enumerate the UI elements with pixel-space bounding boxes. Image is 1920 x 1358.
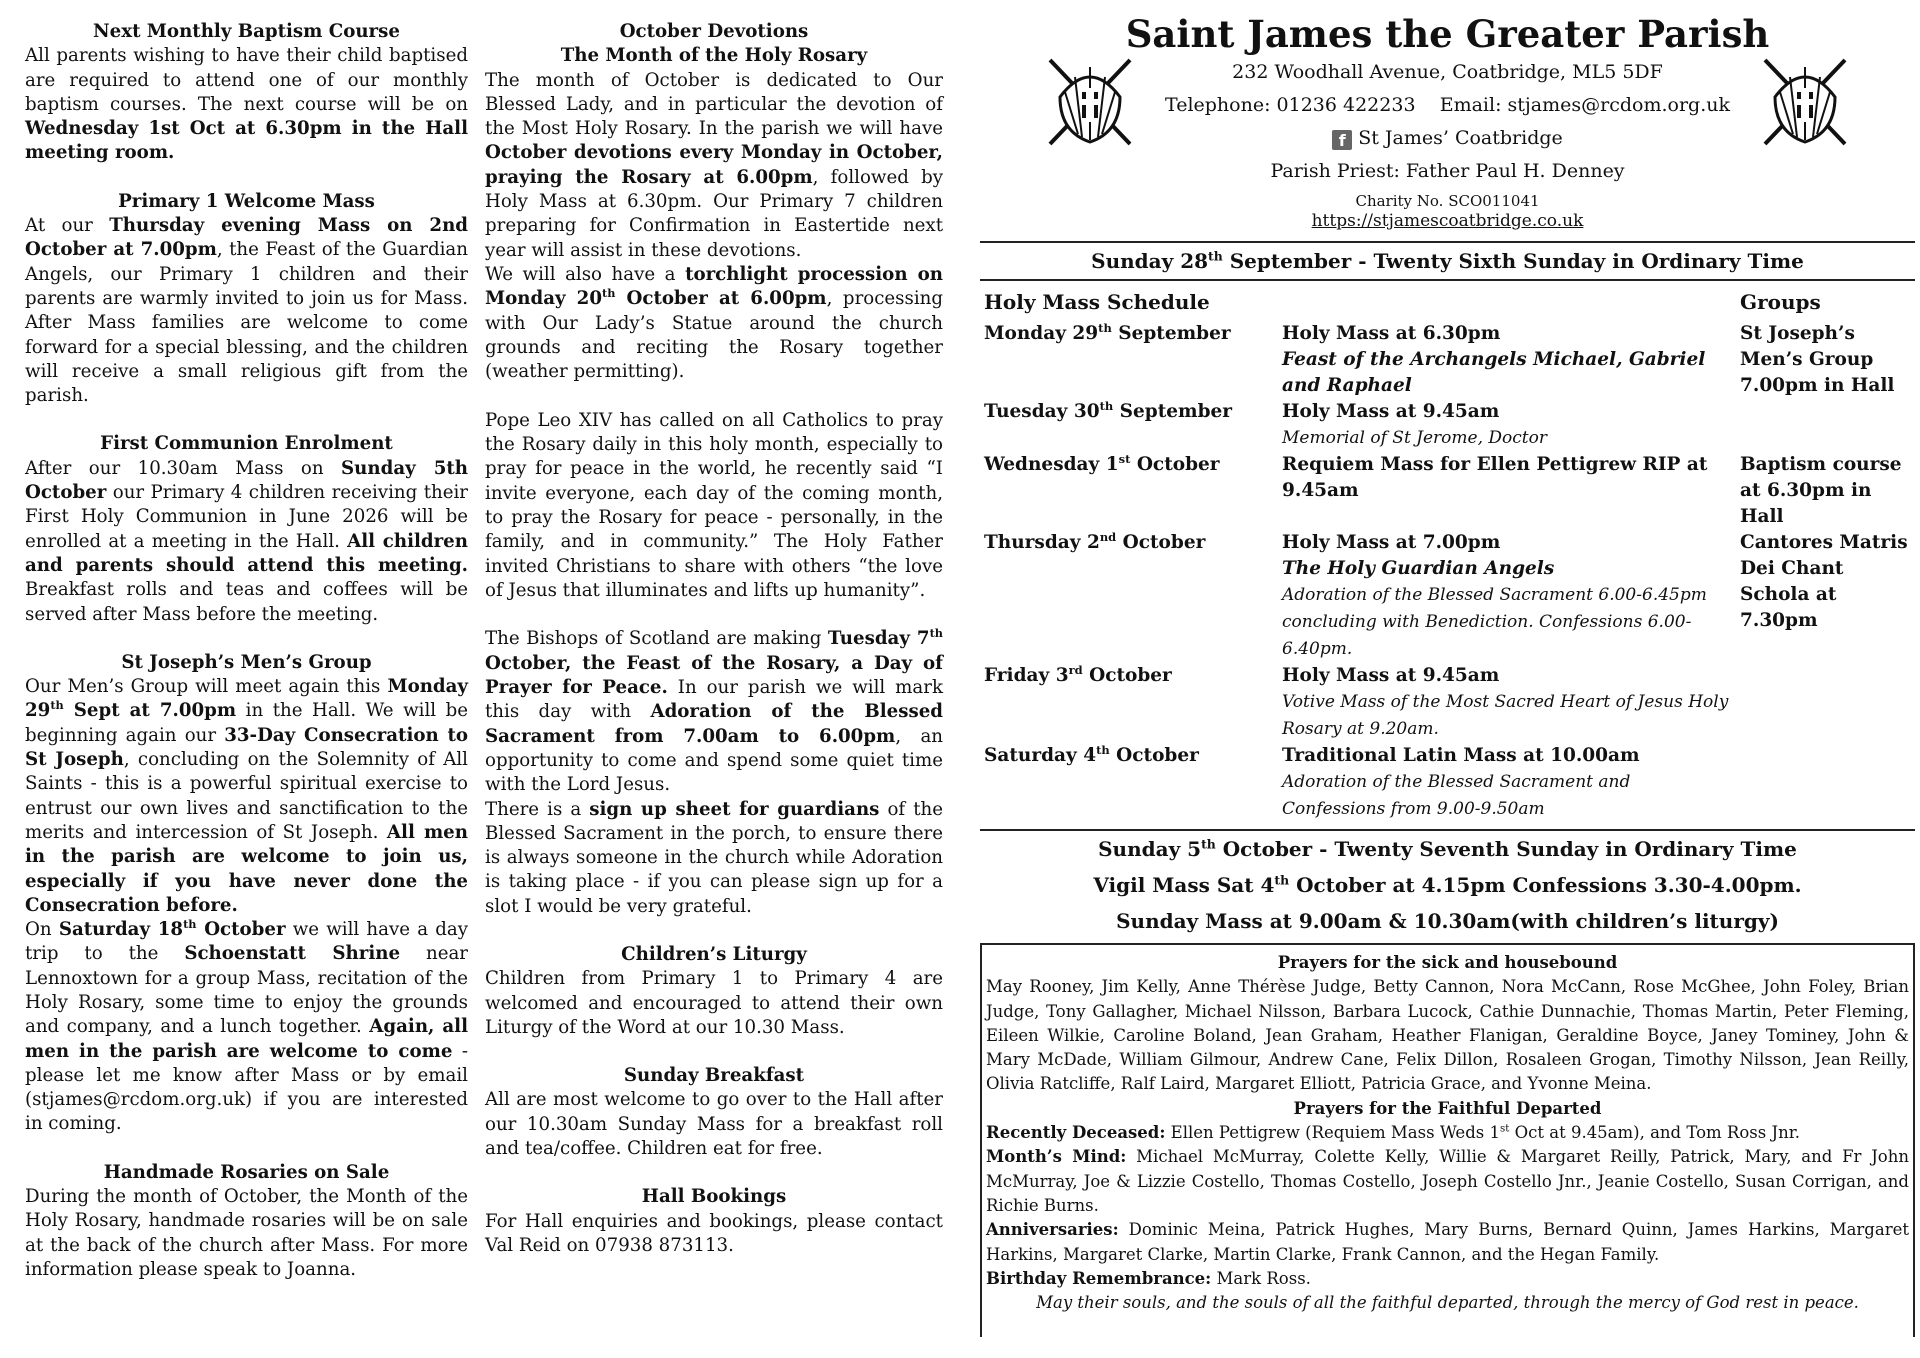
schedule-details: Holy Mass at 6.30pm Feast of the Archangels Michael, Gabriel and Raphael <box>1282 323 1706 396</box>
schedule-details: Holy Mass at 7.00pm The Holy Guardian Angels Adoration of the Blessed Sacrament 6.00-6.45pm concluding with Benediction. Confessions 6.00-6.40pm. <box>1282 532 1707 659</box>
middle-column <box>485 20 943 1282</box>
closing-prayer: May their souls, and the souls of all the faithful departed, through the mercy of God rest in peace. <box>1036 1293 1859 1313</box>
section-body: For Hall enquiries and bookings, please contact Val Reid on 07938 873113. <box>485 1210 943 1256</box>
months-mind: Month’s Mind: Michael McMurray, Colette Kelly, Willie & Margaret Reilly, Patrick, Mary, and Fr John McMurray, Joe & Lizzie Costello, Thomas Costello, Joseph Costello Jnr., Jeanie Costello, Susan Corrigan, and Richie Burns. <box>986 1147 1909 1215</box>
section-body: Our Men’s Group will meet again this Monday 29th Sept at 7.00pm in the Hall. We will be beginning again our 33-Day Consecration to St Joseph, concluding on the Solemnity of All Saints - this is a powerful spiritual exercise to entrust our own lives and sanctification to the merits and intercession of St Joseph. All men in the parish are welcome to join us, especially if you have never done the Consecration before. On Saturday 18th October we will have a day trip to the Schoenstatt Shrine near Lennoxtown for a group Mass, recitation of the Holy Rosary, some time to enjoy the grounds and company, and a lunch together. Again, all men in the parish are welcome to come - please let me know after Mass or by email (stjames@rcdom.org.uk) if you are interested in coming. <box>25 676 468 1135</box>
facebook-icon[interactable]: f <box>1332 130 1352 150</box>
notice-section <box>25 432 468 626</box>
schedule-group: Baptism course at 6.30pm in Hall <box>1740 454 1902 527</box>
anniversaries: Anniversaries: Dominic Meina, Patrick Hughes, Mary Burns, Bernard Quinn, James Harkins, Margaret Harkins, Margaret Clarke, Martin Clarke, Frank Cannon, and the Hegan Family. <box>986 1220 1909 1264</box>
sunday-masses-line: Sunday Mass at 9.00am & 10.30am(with children’s liturgy) <box>1116 909 1779 933</box>
scallop-crest-icon-left <box>1040 52 1140 152</box>
schedule-heading: Holy Mass Schedule <box>984 290 1210 314</box>
section-body: All are most welcome to go over to the Hall after our 10.30am Sunday Mass for a breakfast roll and tea/coffee. Children eat for free. <box>485 1089 943 1160</box>
schedule-details: Requiem Mass for Ellen Pettigrew RIP at 9.45am <box>1282 454 1708 501</box>
parish-address: 232 Woodhall Avenue, Coatbridge, ML5 5DF <box>1232 61 1663 83</box>
section-body: All parents wishing to have their child baptised are required to attend one of our monthly baptism courses. The next course will be on Wednesday 1st Oct at 6.30pm in the Hall meeting room. <box>25 45 468 164</box>
schedule-day: Monday 29th September <box>984 320 1231 344</box>
schedule-group <box>1736 399 1915 452</box>
notice-section <box>25 651 468 1137</box>
vigil-mass-line: Vigil Mass Sat 4th October at 4.15pm Confessions 3.30-4.00pm. <box>1093 872 1802 897</box>
charity-number: Charity No. SCO011041 <box>1355 192 1540 210</box>
mass-schedule-table <box>980 281 1915 823</box>
schedule-day: Thursday 2nd October <box>984 529 1206 553</box>
section-heading: St Joseph’s Men’s Group <box>121 651 372 673</box>
schedule-row <box>980 399 1915 452</box>
schedule-row <box>980 321 1915 399</box>
section-body: Children from Primary 1 to Primary 4 are welcomed and encouraged to attend their own Liturgy of the Word at our 10.30 Mass. <box>485 968 943 1038</box>
section-heading: Hall Bookings <box>641 1186 787 1208</box>
section-subheading: The Month of the Holy Rosary <box>560 45 868 67</box>
notice-section <box>25 190 468 409</box>
schedule-row <box>980 743 1915 823</box>
section-heading: Children’s Liturgy <box>621 943 807 965</box>
schedule-row <box>980 530 1915 663</box>
departed-prayers-heading: Prayers for the Faithful Departed <box>1293 1098 1602 1118</box>
sick-list: May Rooney, Jim Kelly, Anne Thérèse Judge, Betty Cannon, Nora McCann, Rose McGhee, John Foley, Brian Judge, Tony Gallagher, Michael Nilsson, Barbara Lucock, Cathie Dunnachie, Thomas Martin, Peter Fleming, Eileen Wilkie, Caroline Boland, Jean Graham, Heather Flanigan, Geraldine Boyce, Janey Tominey, John & Mary McDade, William Gilmour, Andrew Cane, Felix Dillon, Rosaleen Grogan, Timothy Nilsson, Jean Reilly, Olivia Ratcliffe, Ralf Laird, Margaret Elliott, Patricia Grace, and Yvonne Meina. <box>986 977 1909 1094</box>
schedule-group: St Joseph’s Men’s Group 7.00pm in Hall <box>1740 323 1895 396</box>
parish-email[interactable]: Email: stjames@rcdom.org.uk <box>1439 94 1730 116</box>
schedule-details: Holy Mass at 9.45am Votive Mass of the Most Sacred Heart of Jesus Holy Rosary at 9.20am. <box>1282 665 1729 739</box>
parish-title: Saint James the Greater Parish <box>1125 12 1770 56</box>
schedule-day: Saturday 4th October <box>984 742 1199 766</box>
section-body: At our Thursday evening Mass on 2nd October at 7.00pm, the Feast of the Guardian Angels, our Primary 1 children and their parents are warmly invited to join us for Mass. After Mass families are welcome to come forward for a special blessing, and the children will receive a small religious gift from the parish. <box>25 215 469 407</box>
groups-heading: Groups <box>1740 290 1821 314</box>
section-body: After our 10.30am Mass on Sunday 5th October our Primary 4 children receiving their First Holy Communion in June 2026 will be enrolled at a meeting in the Hall. All children and parents should attend this meeting. Breakfast rolls and teas and coffees will be served after Mass before the meeting. <box>25 457 469 625</box>
schedule-details: Traditional Latin Mass at 10.00am Adoration of the Blessed Sacrament and Confessions from 9.00-9.50am <box>1282 745 1640 819</box>
section-heading: October Devotions <box>619 21 809 42</box>
schedule-group <box>1736 743 1915 823</box>
section-heading: First Communion Enrolment <box>100 433 393 455</box>
section-heading: Next Monthly Baptism Course <box>93 21 400 42</box>
notice-section <box>485 943 943 1040</box>
notice-section <box>485 20 943 919</box>
notice-section <box>485 1185 943 1258</box>
schedule-details: Holy Mass at 9.45am Memorial of St Jerome, Doctor <box>1282 401 1547 448</box>
section-body: The month of October is dedicated to Our Blessed Lady, and in particular the devotion of the Most Holy Rosary. In the parish we will have October devotions every Monday in October, praying the Rosary at 6.00pm, followed by Holy Mass at 6.30pm. Our Primary 7 children preparing for Confirmation in Eastertide next year will assist in these devotions. We will also have a torchlight procession on Monday 20th October at 6.00pm, processing with Our Lady’s Statue around the church grounds and reciting the Rosary together (weather permitting). Pope Leo XIV has called on all Catholics to pray the Rosary daily in this holy month, especially to pray for peace in the world, he recently said “I invite everyone, each day of the coming month, to pray the Rosary for peace - personally, in the family, and in community.” The Holy Father invited Christians to share with others “the love of Jesus that illuminates and lifts up humanity”. The Bishops of Scotland are making Tuesday 7th October, the Feast of the Rosary, a Day of Prayer for Peace. In our parish we will mark this day with Adoration of the Blessed Sacrament from 7.00am to 6.00pm, an opportunity to come and spend some quiet time with the Lord Jesus. There is a sign up sheet for guardians of the Blessed Sacrament in the porch, to ensure there is always someone in the church while Adoration is taking place - if you can please sign up for a slot I would be very grateful. <box>485 69 944 917</box>
parish-header-panel <box>980 0 1915 1337</box>
notice-section <box>25 20 468 166</box>
scallop-crest-icon-right <box>1755 52 1855 152</box>
schedule-day: Wednesday 1st October <box>984 451 1220 475</box>
notice-section <box>485 1064 943 1161</box>
prayers-box <box>980 943 1915 1337</box>
next-sunday-heading: Sunday 5th October - Twenty Seventh Sunday in Ordinary Time <box>1098 836 1797 861</box>
current-sunday-heading: Sunday 28th September - Twenty Sixth Sunday in Ordinary Time <box>1091 248 1804 273</box>
section-body: During the month of October, the Month of the Holy Rosary, handmade rosaries will be on sale at the back of the church after Mass. For more information please speak to Joanna. <box>25 1186 468 1280</box>
left-column <box>25 20 468 1306</box>
birthday-remembrance: Birthday Remembrance: Mark Ross. <box>986 1268 1311 1288</box>
section-heading: Sunday Breakfast <box>623 1065 805 1087</box>
parish-phone: Telephone: 01236 422233 <box>1165 94 1416 116</box>
schedule-row <box>980 663 1915 743</box>
section-heading: Primary 1 Welcome Mass <box>118 190 375 212</box>
schedule-day: Tuesday 30th September <box>984 398 1233 422</box>
section-heading: Handmade Rosaries on Sale <box>103 1161 390 1183</box>
notice-section <box>25 1161 468 1282</box>
schedule-row <box>980 452 1915 530</box>
schedule-group: Cantores Matris Dei Chant Schola at 7.30pm <box>1740 532 1908 631</box>
facebook-page-name[interactable]: St James’ Coatbridge <box>1358 127 1563 149</box>
recently-deceased: Recently Deceased: Ellen Pettigrew (Requiem Mass Weds 1st Oct at 9.45am), and Tom Ross Jnr. <box>986 1123 1801 1143</box>
sick-prayers-heading: Prayers for the sick and housebound <box>1277 953 1618 972</box>
schedule-day: Friday 3rd October <box>984 662 1172 686</box>
schedule-group <box>1736 663 1915 743</box>
parish-website-link[interactable]: https://stjamescoatbridge.co.uk <box>1311 211 1584 231</box>
parish-priest: Parish Priest: Father Paul H. Denney <box>1270 160 1625 182</box>
